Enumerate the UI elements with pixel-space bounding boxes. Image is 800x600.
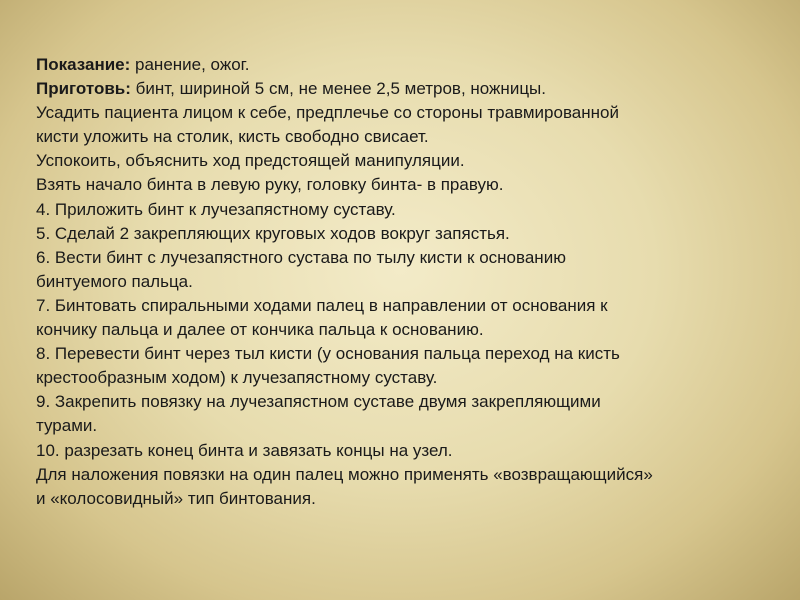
indication-text: ранение, ожог. xyxy=(130,55,250,74)
text-line: крестообразным ходом) к лучезапястному суставу. xyxy=(36,368,438,388)
text-line: бинтуемого пальца. xyxy=(36,271,193,291)
text-line: 8. Перевести бинт через тыл кисти (у основания пальца переход на кисть xyxy=(36,344,620,364)
prepare-label: Приготовь: xyxy=(36,79,131,99)
text-line: Усадить пациента лицом к себе, предплечье со стороны травмированной xyxy=(36,103,619,123)
text-line: кисти уложить на столик, кисть свободно свисает. xyxy=(36,127,429,147)
prepare-text: бинт, шириной 5 см, не менее 2,5 метров, ножницы. xyxy=(130,79,546,99)
text-line: Для наложения повязки на один палец можно применять «возвращающийся» xyxy=(36,464,653,484)
text-line: 9. Закрепить повязку на лучезапястном суставе двумя закрепляющими xyxy=(36,392,601,412)
text-line: и «колосовидный» тип бинтования. xyxy=(36,488,316,508)
text-line: 7. Бинтовать спиральными ходами палец в направлении от основания к xyxy=(36,295,608,315)
text-line: 6. Вести бинт с лучезапястного сустава по тылу кисти к основанию xyxy=(36,247,566,267)
text-line: 5. Сделай 2 закрепляющих круговых ходов вокруг запястья. xyxy=(36,223,510,243)
text-line: 4. Приложить бинт к лучезапястному суставу. xyxy=(36,199,396,219)
prepare-line xyxy=(36,77,776,101)
text-line: 10. разрезать конец бинта и завязать концы на узел. xyxy=(36,440,453,460)
indication-line xyxy=(36,53,776,77)
indication-label: Показание: xyxy=(36,55,131,74)
text-line: Успокоить, объяснить ход предстоящей манипуляции. xyxy=(36,151,465,171)
text-line: Взять начало бинта в левую руку, головку бинта- в правую. xyxy=(36,175,504,195)
text-line: турами. xyxy=(36,416,98,436)
slide-body-text xyxy=(36,53,776,511)
text-line: кончику пальца и далее от кончика пальца к основанию. xyxy=(36,320,484,340)
